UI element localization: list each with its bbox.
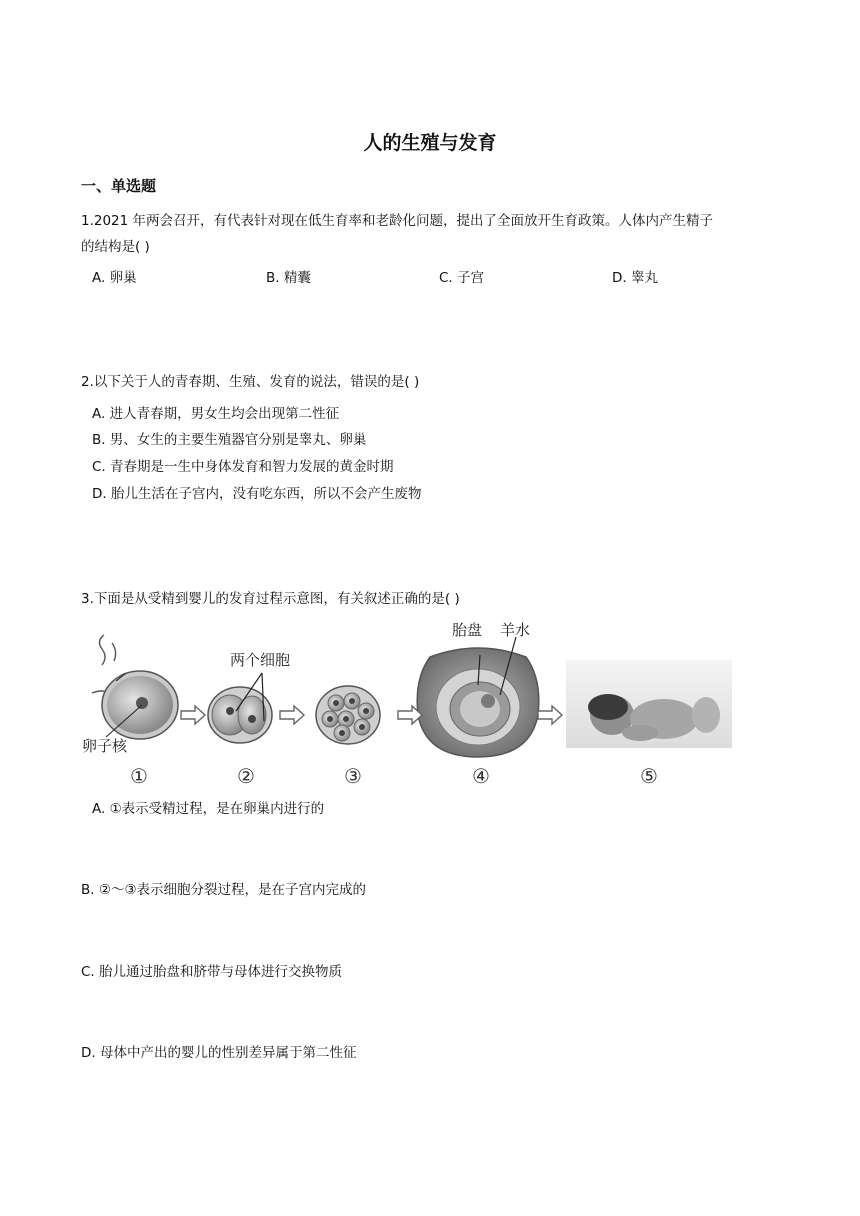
development-diagram xyxy=(80,615,740,795)
stage-number-3: ③ xyxy=(344,764,362,788)
question-1-option-b[interactable]: B. 精囊 xyxy=(266,270,311,286)
question-2-option-d[interactable]: D. 胎儿生活在子宫内，没有吃东西，所以不会产生废物 xyxy=(92,486,422,502)
question-3-stem: 3.下面是从受精到婴儿的发育过程示意图，有关叙述正确的是( ) xyxy=(81,591,460,607)
section-heading: 一、单选题 xyxy=(81,177,157,195)
question-1-stem-line1: 1.2021 年两会召开，有代表针对现在低生育率和老龄化问题，提出了全面放开生育政策。人体内产生精子 xyxy=(81,213,714,229)
question-2-stem: 2.以下关于人的青春期、生殖、发育的说法，错误的是( ) xyxy=(81,374,420,390)
label-egg-nucleus: 卵子核 xyxy=(82,737,128,755)
label-two-cells: 两个细胞 xyxy=(230,651,291,669)
stage-number-2: ② xyxy=(237,764,255,788)
stage-number-5: ⑤ xyxy=(640,764,658,788)
question-3-option-b[interactable]: B. ②～③表示细胞分裂过程，是在子宫内完成的 xyxy=(81,882,367,898)
stage-2-two-cells-illustration xyxy=(208,673,272,743)
question-3-option-d[interactable]: D. 母体中产出的婴儿的性别差异属于第二性征 xyxy=(81,1045,357,1061)
question-2-option-a[interactable]: A. 进人青春期，男女生均会出现第二性征 xyxy=(92,406,340,422)
stage-3-cell-cluster-illustration xyxy=(316,686,380,744)
stage-1-egg-illustration xyxy=(92,635,178,739)
page-title: 人的生殖与发育 xyxy=(363,132,497,154)
question-1-option-a[interactable]: A. 卵巢 xyxy=(92,270,137,286)
question-2-option-b[interactable]: B. 男、女生的主要生殖器官分别是睾丸、卵巢 xyxy=(92,432,367,448)
stage-4-fetus-in-womb-illustration xyxy=(417,637,539,757)
stage-number-1: ① xyxy=(130,764,148,788)
question-2-option-c[interactable]: C. 青春期是一生中身体发育和智力发展的黄金时期 xyxy=(92,459,394,475)
stage-5-baby-photo xyxy=(566,660,732,748)
label-placenta: 胎盘 xyxy=(452,621,483,639)
question-1-option-c[interactable]: C. 子宫 xyxy=(439,270,485,286)
question-3-option-a[interactable]: A. ①表示受精过程，是在卵巢内进行的 xyxy=(92,801,325,817)
question-1-option-d[interactable]: D. 睾丸 xyxy=(612,270,658,286)
question-1-stem-line2: 的结构是( ) xyxy=(81,239,150,255)
question-3-option-c[interactable]: C. 胎儿通过胎盘和脐带与母体进行交换物质 xyxy=(81,964,343,980)
stage-number-4: ④ xyxy=(472,764,490,788)
label-amniotic-fluid: 羊水 xyxy=(500,621,531,639)
